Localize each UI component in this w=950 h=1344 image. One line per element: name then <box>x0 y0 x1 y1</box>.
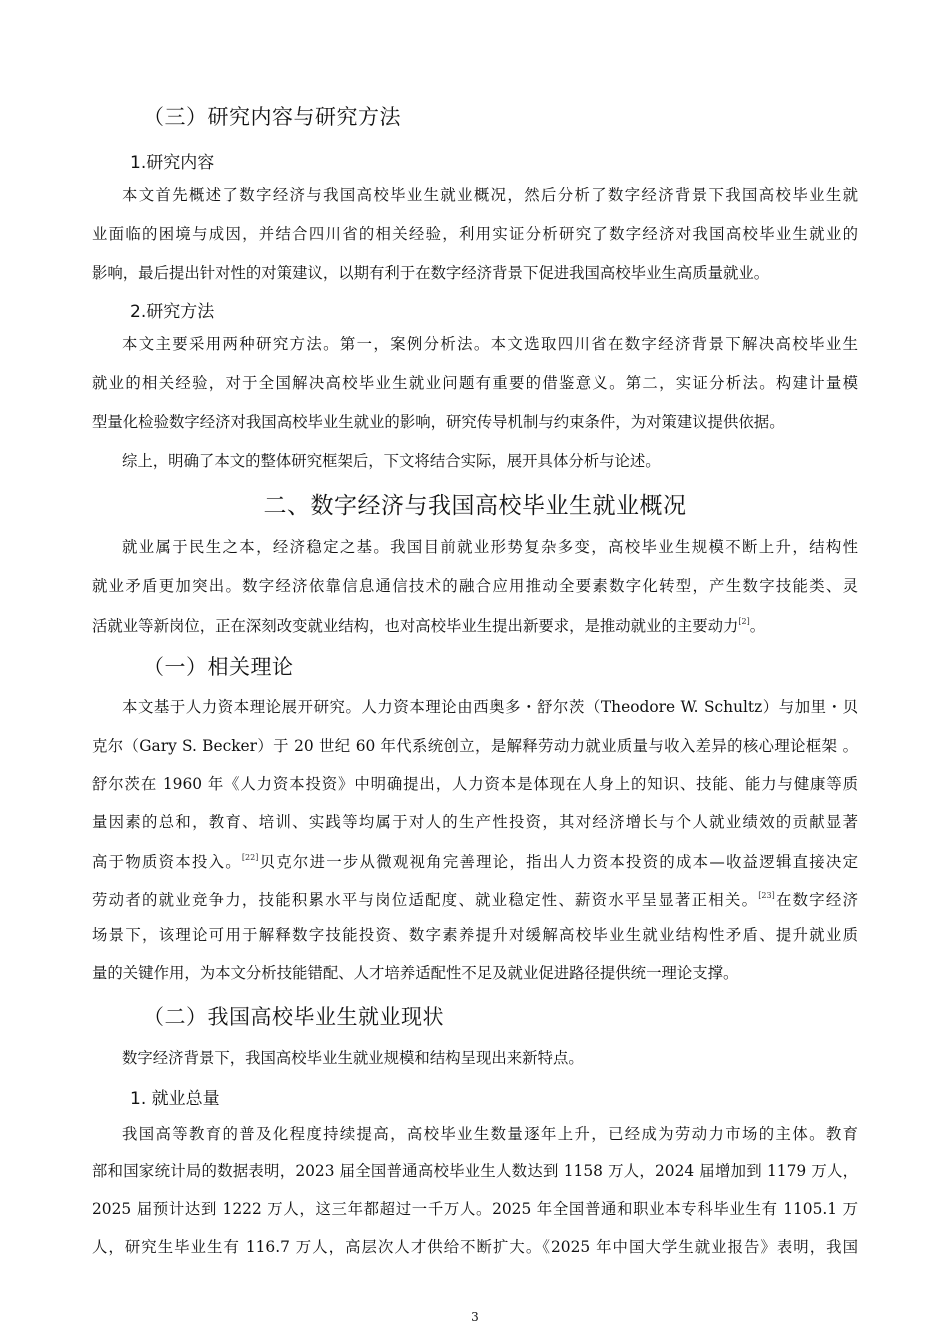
paragraph-line: 部和国家统计局的数据表明，2023 届全国普通高校毕业生人数达到 1158 万人，2024 届增加到 1179 万人， <box>92 1162 858 1180</box>
subheading-employment-total: 1. 就业总量 <box>130 1089 220 1109</box>
paragraph-text: 在数字经济 <box>774 891 858 909</box>
paragraph-text: 。 <box>749 617 766 635</box>
paragraph-line: 就业矛盾更加突出。数字经济依靠信息通信技术的融合应用推动全要素数字化转型，产生数字技能类、灵 <box>92 577 858 595</box>
paragraph-line: 舒尔茨在 1960 年《人力资本投资》中明确提出，人力资本是体现在人身上的知识、技能、能力与健康等质 <box>92 775 858 793</box>
subheading-research-method: 2.研究方法 <box>130 302 215 322</box>
section-heading-research: （三）研究内容与研究方法 <box>143 105 401 129</box>
citation-ref[interactable]: [2] <box>738 617 750 626</box>
paragraph-line: 影响，最后提出针对性的对策建议，以期有利于在数字经济背景下促进我国高校毕业生高质量就业。 <box>92 264 770 282</box>
paragraph-line: 业面临的困境与成因，并结合四川省的相关经验，利用实证分析研究了数字经济对我国高校毕业生就业的 <box>92 225 858 243</box>
section-heading-status: （二）我国高校毕业生就业现状 <box>143 1005 444 1029</box>
chapter-heading: 二、数字经济与我国高校毕业生就业概况 <box>263 493 687 519</box>
paragraph-line: 量因素的总和，教育、培训、实践等均属于对人的生产性投资，其对经济增长与个人就业绩效的贡献显著 <box>92 813 858 831</box>
paragraph-line: 本文基于人力资本理论展开研究。人力资本理论由西奥多・舒尔茨（Theodore W. Schultz）与加里・贝 <box>122 698 858 716</box>
paragraph-line: 就业属于民生之本，经济稳定之基。我国目前就业形势复杂多变，高校毕业生规模不断上升，结构性 <box>122 538 858 556</box>
paragraph-line <box>92 886 858 910</box>
paragraph-text: 劳动者的就业竞争力，技能积累水平与岗位适配度、就业稳定性、薪资水平呈显著正相关。 <box>92 891 759 909</box>
page-number: 3 <box>471 1310 479 1324</box>
paragraph-line: 我国高等教育的普及化程度持续提高，高校毕业生数量逐年上升，已经成为劳动力市场的主体。教育 <box>122 1125 858 1143</box>
paragraph-text: 活就业等新岗位，正在深刻改变就业结构，也对高校毕业生提出新要求，是推动就业的主要动力 <box>92 617 739 635</box>
paragraph-line <box>92 848 858 872</box>
paragraph-line: 场景下，该理论可用于解释数字技能投资、数字素养提升对缓解高校毕业生就业结构性矛盾、提升就业质 <box>92 926 858 944</box>
paragraph-line: 人，研究生毕业生有 116.7 万人，高层次人才供给不断扩大。《2025 年中国大学生就业报告》表明，我国 <box>92 1238 858 1256</box>
subheading-research-content: 1.研究内容 <box>130 153 215 173</box>
section-heading-theory: （一）相关理论 <box>143 655 294 679</box>
paragraph-line: 综上，明确了本文的整体研究框架后，下文将结合实际，展开具体分析与论述。 <box>122 452 661 470</box>
paragraph-line: 2025 届预计达到 1222 万人，这三年都超过一千万人。2025 年全国普通和职业本专科毕业生有 1105.1 万 <box>92 1200 858 1218</box>
paragraph-line: 量的关键作用，为本文分析技能错配、人才培养适配性不足及就业促进路径提供统一理论支撑。 <box>92 964 739 982</box>
paragraph-line: 数字经济背景下，我国高校毕业生就业规模和结构呈现出来新特点。 <box>122 1049 584 1067</box>
paragraph-line: 就业的相关经验，对于全国解决高校毕业生就业问题有重要的借鉴意义。第二，实证分析法。构建计量模 <box>92 374 858 392</box>
citation-ref[interactable]: [22] <box>241 853 259 862</box>
citation-ref[interactable]: [23] <box>758 891 775 900</box>
paragraph-text: 贝克尔进一步从微观视角完善理论，指出人力资本投资的成本—收益逻辑直接决定 <box>258 853 858 871</box>
paragraph-line: 克尔（Gary S. Becker）于 20 世纪 60 年代系统创立，是解释劳动力就业质量与收入差异的核心理论框架 。 <box>92 737 858 755</box>
paragraph-line <box>92 612 765 636</box>
paragraph-line: 本文主要采用两种研究方法。第一，案例分析法。本文选取四川省在数字经济背景下解决高校毕业生 <box>122 335 858 353</box>
paragraph-text: 高于物质资本投入。 <box>92 853 242 871</box>
paragraph-line: 型量化检验数字经济对我国高校毕业生就业的影响，研究传导机制与约束条件，为对策建议提供依据。 <box>92 413 785 431</box>
paragraph-line: 本文首先概述了数字经济与我国高校毕业生就业概况，然后分析了数字经济背景下我国高校毕业生就 <box>122 186 858 204</box>
